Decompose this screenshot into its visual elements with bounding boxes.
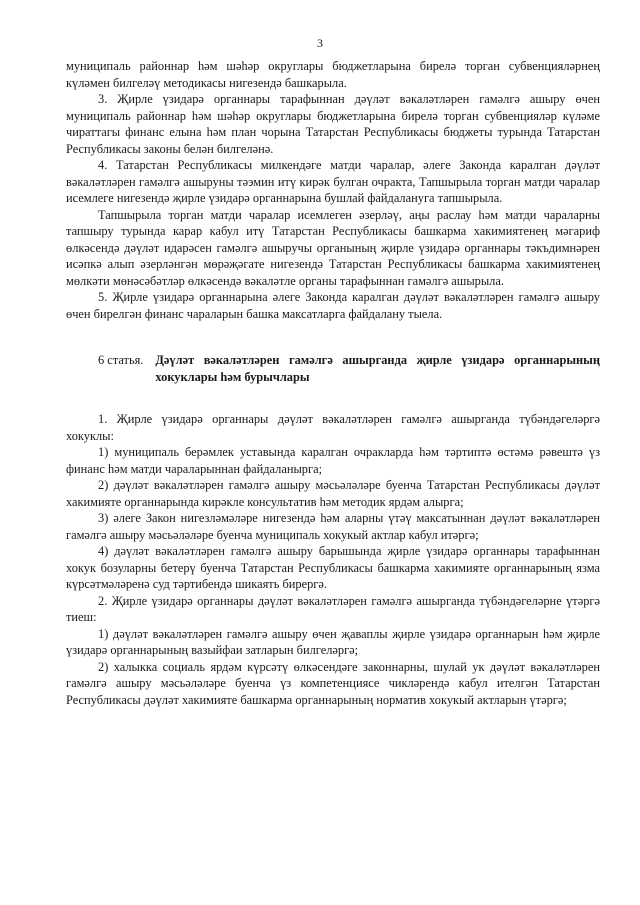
paragraph: 1. Җирле үзидарә органнары дәүләт вәкаләтләрен гамәлгә ашырганда түбәндәгеләргә хокуклы:: [66, 412, 600, 443]
paragraph: 5. Җирле үзидарә органнарына әлеге Законда каралган дәүләт вәкаләтләрен гамәлгә ашыру өчен бирелгән финанс чараларын башка максатларга файдалану тыела.: [66, 290, 600, 321]
section-title: Дәүләт вәкаләтләрен гамәлгә ашырганда җирле үзидарә органнарының хокуклары һәм бурычлары: [155, 353, 600, 384]
paragraph: 3. Җирле үзидарә органнары тарафыннан дәүләт вәкаләтләрен гамәлгә ашыру өчен муниципаль районнар һәм шәһәр округлары бюджетларына бирелә торган субвенцияләр күләме чираттагы финанс елына һәм план чорына Татарстан Республикасы бюджеты турында Татарстан Республикасы законы белән билгеләнә.: [66, 92, 600, 156]
list-item: 1) муниципаль берәмлек уставында каралган очракларда һәм тәртиптә өстәмә рәвештә үз финанс һәм матди чараларыннан файдаланырга;: [66, 445, 600, 476]
list-item: 2) дәүләт вәкаләтләрен гамәлгә ашыру мәсьәләләре буенча Татарстан Республикасы дәүләт хакимияте органнарында кирәкле консультатив һәм методик ярдәм алырга;: [66, 478, 600, 509]
list-item: 1) дәүләт вәкаләтләрен гамәлгә ашыру өчен җаваплы җирле үзидарә органнарын һәм җирле үзидарә органнарының вазыйфаи затларын билгеләргә;: [66, 626, 600, 657]
page-number: 3: [317, 36, 323, 50]
document-body: [66, 58, 600, 708]
list-item: 4) дәүләт вәкаләтләрен гамәлгә ашыру барышында җирле үзидарә органнары тарафыннан хокук бозуларны бетерү буенча Татарстан Республикасы башкарма хакимияте органнарының язма күрсәтмәләренә суд тәртибендә шикаять бирергә.: [66, 544, 600, 591]
paragraph: 2. Җирле үзидарә органнары дәүләт вәкаләтләрен гамәлгә ашырганда түбәндәгеләрне үтәргә тиеш:: [66, 593, 600, 624]
paragraph: Тапшырыла торган матди чаралар исемлеген әзерләү, аңы раслау һәм матди чараларны тапшыру турында карар кабул итү Татарстан Республикасы башкарма хакимиятенең мәгариф өлкәсендә дәүләт идарәсен гамәлгә ашыручы органының җирле үзидарә органнары тәкъдимнәрен исәпкә алып әзерләнгән мөрәҗәгате нигезендә Татарстан Республикасы башкарма хакимиятенең мөлкәти мөнәсәбәтләр өлкәсендә вәкаләтле органы тарафыннан гамәлгә ашырыла.: [66, 207, 600, 288]
list-item: 2) халыкка социаль ярдәм күрсәтү өлкәсендәге законнарны, шулай ук дәүләт вәкаләтләрен гамәлгә ашыру мәсьәләләре буенча үз компетенциясе чикләрендә кабул ителгән Татарстан Республикасы дәүләт хакимияте башкарма органнарының норматив хокукый актларын үтәргә;: [66, 659, 600, 707]
section-label: 6 статья.: [98, 353, 144, 367]
section-heading: [66, 352, 600, 385]
list-item: 3) әлеге Закон нигезләмәләре нигезендә һәм аларны үтәү максатыннан дәүләт вәкаләтләрен гамәлгә ашыру мәсьәләләре буенча муниципаль хокукый актлар кабул итәргә;: [66, 511, 600, 542]
paragraph: 4. Татарстан Республикасы милкендәге матди чаралар, әлеге Законда каралган дәүләт вәкаләтләрен гамәлгә ашыруны тәэмин итү кирәк булган очракта, Тапшырыла торган матди чаралар исемлеге нигезендә җирле үзидарә органнарына бушлай файдалануга тапшырыла.: [66, 158, 600, 205]
paragraph-continuation: муниципаль районнар һәм шәһәр округлары бюджетларына бирелә торган субвенцияләрнең күләмен билгеләү методикасы нигезендә башкарыла.: [66, 59, 600, 90]
